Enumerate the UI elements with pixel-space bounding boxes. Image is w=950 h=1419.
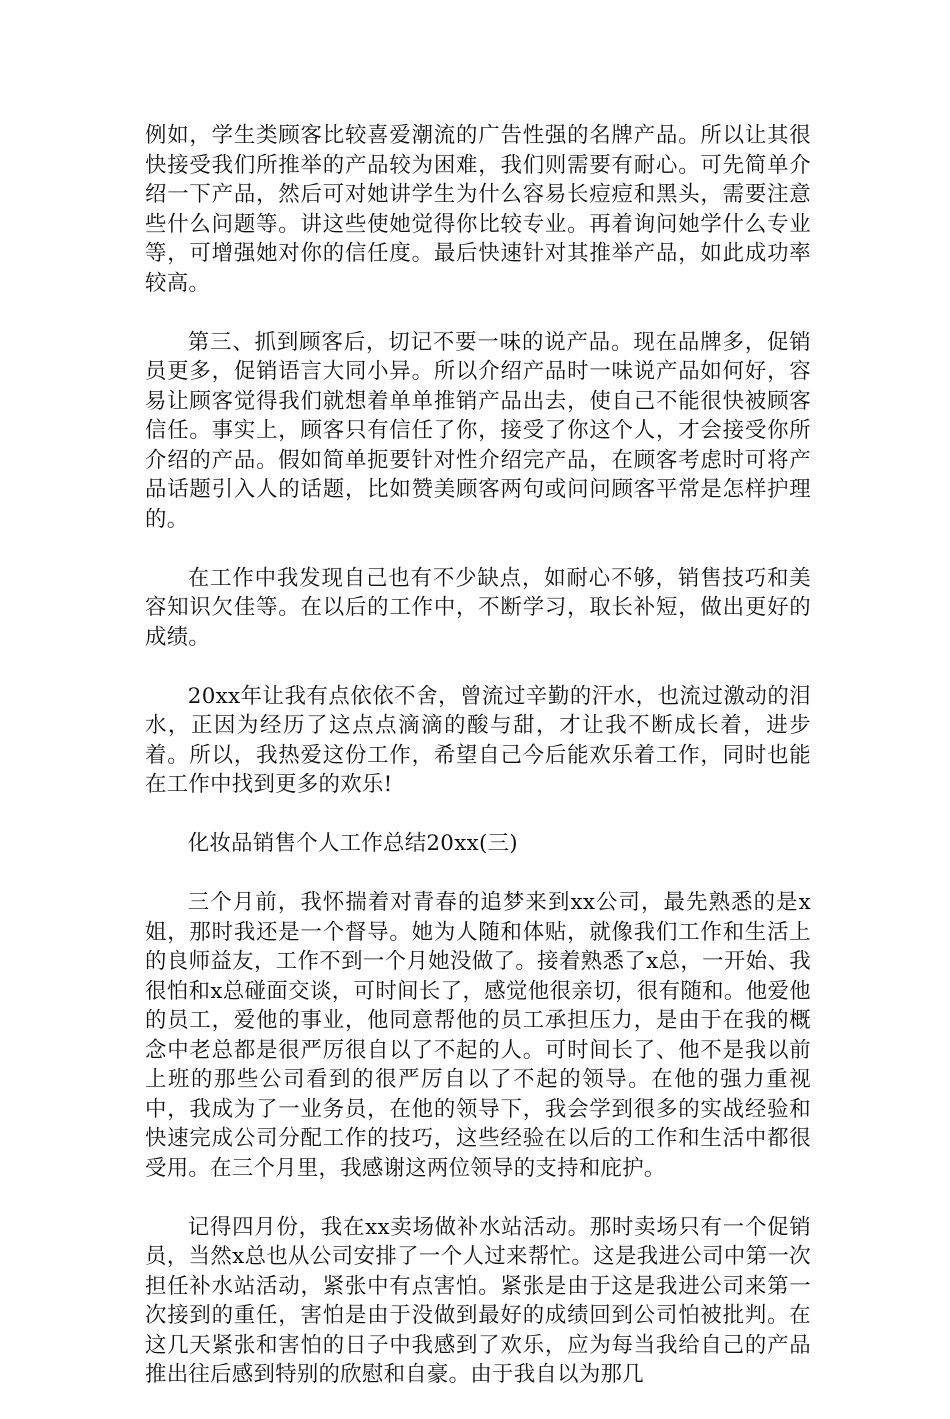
paragraph-third-point: 第三、抓到顾客后，切记不要一味的说产品。现在品牌多，促销员更多，促销语言大同小异。所以介绍产品时一味说产品如何好，容易让顾客觉得我们就想着单单推销产品出去，使自己不能很快被顾客信任。事实上，顾客只有信任了你，接受了你这个人，才会接受你所介绍的产品。假如简单扼要针对性介绍完产品，在顾客考虑时可将产品话题引入人的话题，比如赞美顾客两句或问问顾客平常是怎样护理的。 xyxy=(145,329,811,532)
paragraph-year-reflection: 20xx年让我有点依依不舍，曾流过辛勤的汗水，也流过激动的泪水，正因为经历了这点点滴滴的酸与甜，才让我不断成长着，进步着。所以，我热爱这份工作，希望自己今后能欢乐着工作，同时也能在工作中找到更多的欢乐! xyxy=(145,683,811,797)
paragraph-april: 记得四月份，我在xx卖场做补水站活动。那时卖场只有一个促销员，当然x总也从公司安排了一个人过来帮忙。这是我进公司中第一次担任补水站活动，紧张中有点害怕。紧张是由于这是我进公司来第一次接到的重任，害怕是由于没做到最好的成绩回到公司怕被批判。在这几天紧张和害怕的日子中我感到了欢乐，应为每当我给自己的产品推出往后感到特别的欣慰和自豪。由于我自以为那几 xyxy=(145,1214,811,1387)
paragraph-three-months: 三个月前，我怀揣着对青春的追梦来到xx公司，最先熟悉的是x姐，那时我还是一个督导。她为人随和体贴，就像我们工作和生活上的良师益友，工作不到一个月她没做了。接着熟悉了x总，一开始、我很怕和x总碰面交谈，可时间长了，感觉他很亲切，很有随和。他爱他的员工，爱他的事业，他同意帮他的员工承担压力，是由于在我的概念中老总都是很严厉很自以了不起的人。可时间长了、他不是我以前上班的那些公司看到的很严厉自以了不起的领导。在他的强力重视中，我成为了一业务员，在他的领导下，我会学到很多的实战经验和快速完成公司分配工作的技巧，这些经验在以后的工作和生活中都很受用。在三个月里，我感谢这两位领导的支持和庇护。 xyxy=(145,890,811,1181)
paragraph-shortcomings: 在工作中我发现自己也有不少缺点，如耐心不够，销售技巧和美容知识欠佳等。在以后的工作中，不断学习，取长补短，做出更好的成绩。 xyxy=(145,565,811,650)
paragraph-continued: 例如，学生类顾客比较喜爱潮流的广告性强的名牌产品。所以让其很快接受我们所推举的产品较为困难，我们则需要有耐心。可先简单介绍一下产品，然后可对她讲学生为什么容易长痘痘和黑头，需要注意些什么问题等。讲这些使她觉得你比较专业。再着询问她学什么专业等，可增强她对你的信任度。最后快速针对其推举产品，如此成功率较高。 xyxy=(145,123,811,296)
document-page xyxy=(145,121,811,1419)
section-heading: 化妆品销售个人工作总结20xx(三) xyxy=(187,831,518,856)
